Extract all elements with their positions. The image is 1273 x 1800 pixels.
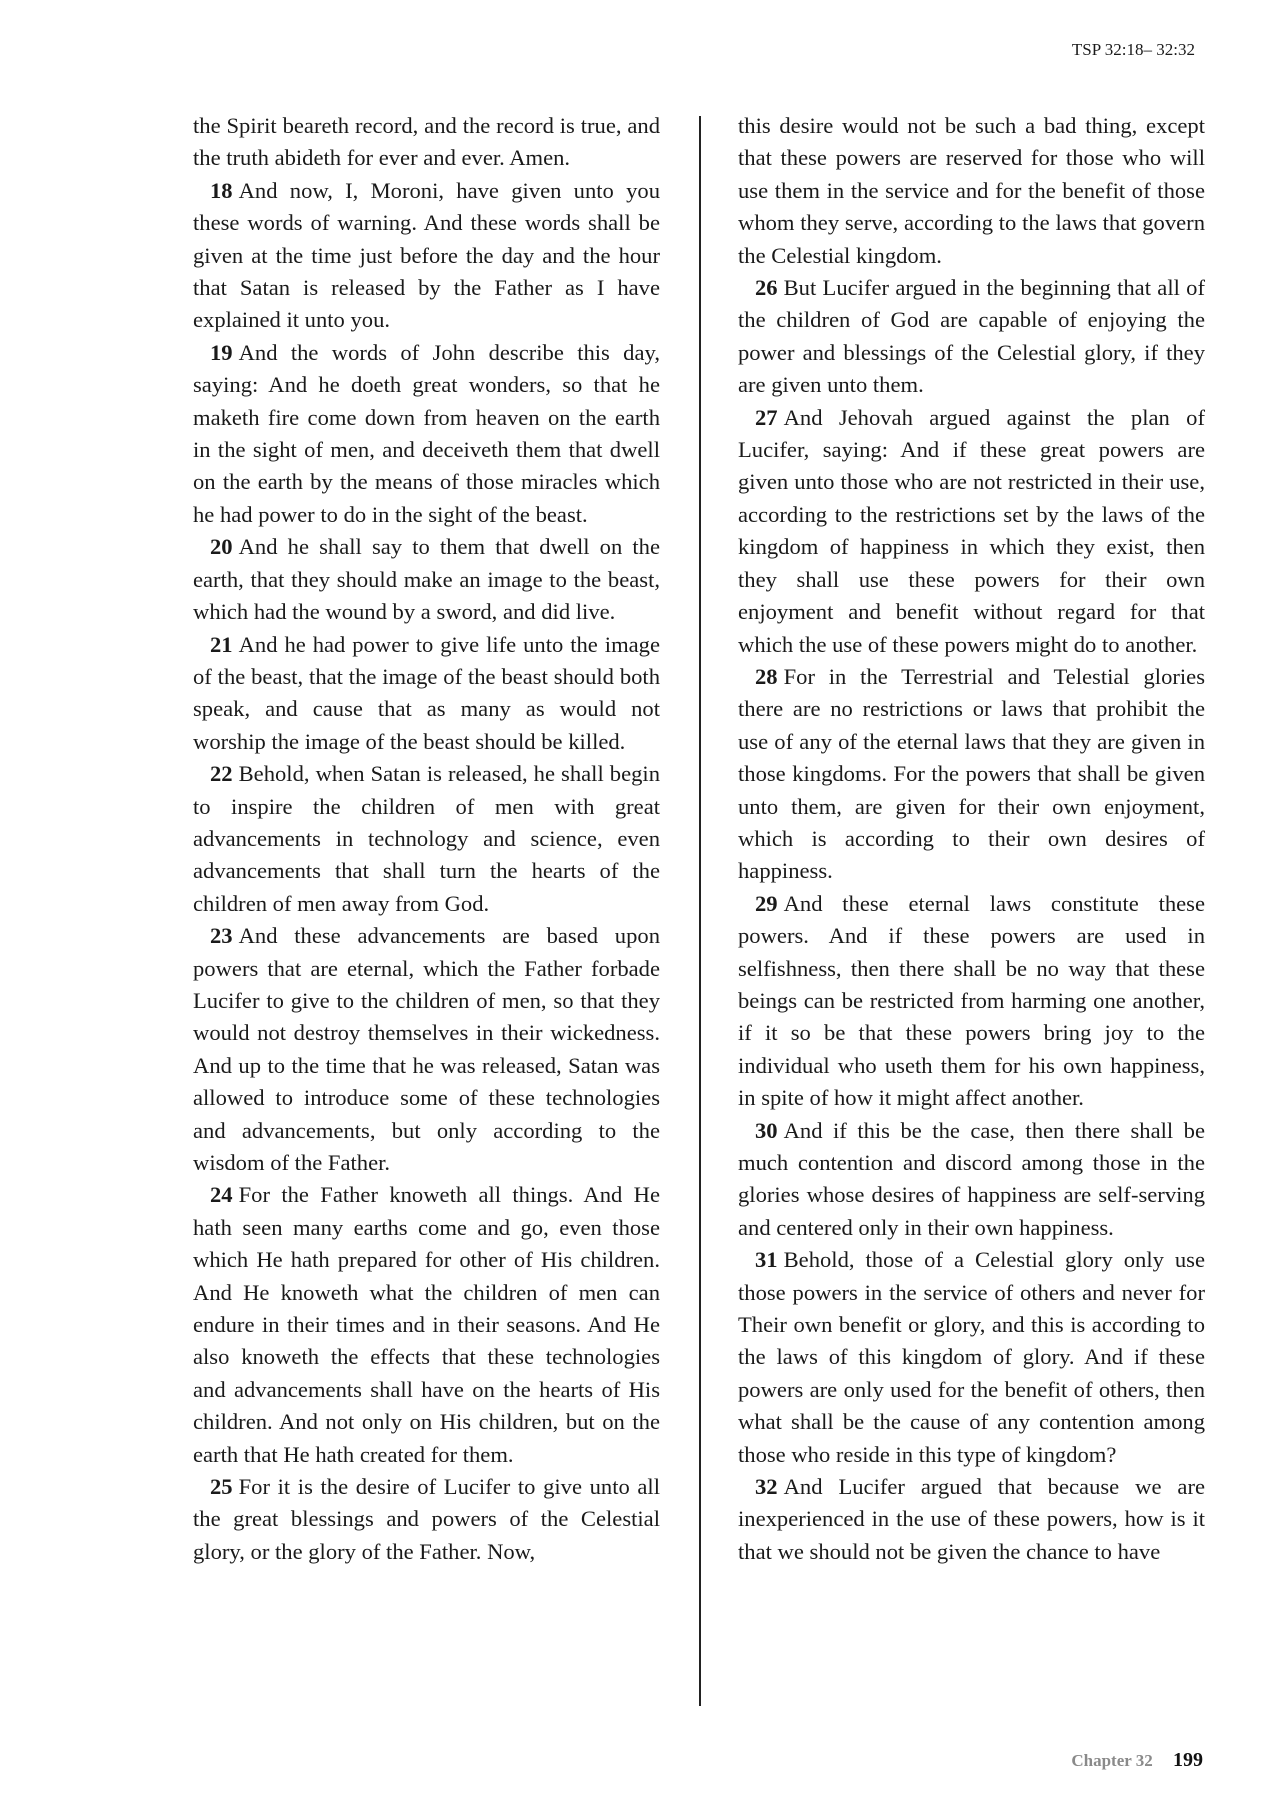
verse-number: 21 — [210, 631, 233, 657]
right-column — [738, 110, 1205, 1568]
verse-number: 31 — [755, 1247, 778, 1273]
verse-text: And the words of John describe this day, saying: And he doeth great wonders, so that he maketh fire come down from heaven on the earth in the sight of men, and deceiveth them that dwell on the earth by the means of those miracles which he had power to do in the sight of the beast. — [193, 339, 660, 527]
verse-paragraph — [193, 920, 660, 1179]
page-number: 199 — [1173, 1749, 1203, 1771]
left-column — [193, 110, 660, 1568]
verse-paragraph — [738, 1471, 1205, 1568]
verse-paragraph — [738, 402, 1205, 661]
verse-text: And Jehovah argued against the plan of Lucifer, saying: And if these great powers are given unto those who are not restricted in their use, according to the restrictions set by the laws of the kingdom of happiness in which they exist, then they shall use these powers for their own enjoyment and benefit without regard for that which the use of these powers might do to another. — [738, 404, 1205, 657]
verse-paragraph — [193, 758, 660, 920]
verse-paragraph — [738, 272, 1205, 402]
verse-text: And these advancements are based upon powers that are eternal, which the Father forbade Lucifer to give to the children of men, so that they would not destroy themselves in their wickedness. And up to the time that he was released, Satan was allowed to introduce some of these technologies and advancements, but only according to the wisdom of the Father. — [193, 923, 660, 1175]
verse-text: But Lucifer argued in the beginning that all of the children of God are capable of enjoying the power and blessings of the Celestial glory, if they are given unto them. — [738, 275, 1205, 398]
verse-paragraph — [738, 888, 1205, 1115]
verse-paragraph — [193, 1471, 660, 1568]
verse-number: 27 — [755, 404, 778, 430]
verse-number: 22 — [210, 761, 233, 787]
verse-number: 29 — [755, 890, 778, 916]
verse-paragraph — [738, 661, 1205, 888]
verse-text: And now, I, Moroni, have given unto you these words of warning. And these words shall be given at the time just before the day and the hour that Satan is released by the Father as I have explained it unto you. — [193, 177, 660, 333]
verse-text: And he shall say to them that dwell on the earth, that they should make an image to the beast, which had the wound by a sword, and did live. — [193, 534, 660, 625]
verse-number: 20 — [210, 534, 233, 560]
verse-number: 26 — [755, 275, 778, 301]
verse-number: 23 — [210, 923, 233, 949]
verse-paragraph — [193, 629, 660, 759]
verse-text: And Lucifer argued that because we are inexperienced in the use of these powers, how is it that we should not be given the chance to have — [738, 1474, 1205, 1564]
column-divider — [699, 116, 701, 1706]
running-head: TSP 32:18– 32:32 — [1071, 40, 1195, 59]
verse-text: For in the Terrestrial and Telestial glories there are no restrictions or laws that prohibit the use of any of the eternal laws that they are given in those kingdoms. For the powers that shall be given unto them, are given for their own enjoyment, which is according to their own desires of happiness. — [738, 663, 1205, 884]
continuation-paragraph: this desire would not be such a bad thing, except that these powers are reserved for those who will use them in the service and for the benefit of those whom they serve, according to the laws that govern the Celestial kingdom. — [738, 113, 1205, 268]
verse-paragraph — [738, 1115, 1205, 1245]
verse-number: 18 — [210, 177, 233, 203]
verse-number: 32 — [755, 1474, 778, 1500]
verse-text: And he had power to give life unto the image of the beast, that the image of the beast should both speak, and cause that as many as would not worship the image of the beast should be killed. — [193, 631, 660, 754]
continuation-paragraph: the Spirit beareth record, and the record is true, and the truth abideth for ever and ever. Amen. — [193, 113, 660, 171]
verse-paragraph — [738, 1244, 1205, 1471]
verse-text: For it is the desire of Lucifer to give unto all the great blessings and powers of the Celestial glory, or the glory of the Father. Now, — [193, 1474, 660, 1564]
verse-text: And these eternal laws constitute these powers. And if these powers are used in selfishness, then there shall be no way that these beings can be restricted from harming one another, if it so be that these powers bring joy to the individual who useth them for his own happiness, in spite of how it might affect another. — [738, 890, 1205, 1111]
verse-paragraph — [193, 337, 660, 531]
verse-paragraph — [193, 175, 660, 337]
verse-text: Behold, when Satan is released, he shall begin to inspire the children of men with great advancements in technology and science, even advancements that shall turn the hearts of the children of men away from God. — [193, 761, 660, 916]
verse-text: Behold, those of a Celestial glory only use those powers in the service of others and never for Their own benefit or glory, and this is according to the laws of this kingdom of glory. And if these powers are only used for the benefit of others, then what shall be the cause of any contention among those who reside in this type of kingdom? — [738, 1247, 1205, 1467]
verse-paragraph — [193, 1179, 660, 1471]
verse-number: 19 — [210, 339, 233, 365]
verse-text: And if this be the case, then there shall be much contention and discord among those in the glories whose desires of happiness are self-serving and centered only in their own happiness. — [738, 1117, 1205, 1240]
verse-number: 28 — [755, 663, 778, 689]
verse-number: 24 — [210, 1182, 233, 1208]
verse-text: For the Father knoweth all things. And He hath seen many earths come and go, even those which He hath prepared for other of His children. And He knoweth what the children of men can endure in their times and in their seasons. And He also knoweth the effects that these technologies and advancements shall have on the hearts of His children. And not only on His children, but on the earth that He hath created for them. — [193, 1182, 660, 1467]
chapter-label: Chapter 32 — [1071, 1751, 1153, 1770]
verse-number: 25 — [210, 1474, 233, 1500]
page-footer — [1071, 1749, 1203, 1772]
verse-paragraph — [193, 531, 660, 628]
verse-number: 30 — [755, 1117, 778, 1143]
